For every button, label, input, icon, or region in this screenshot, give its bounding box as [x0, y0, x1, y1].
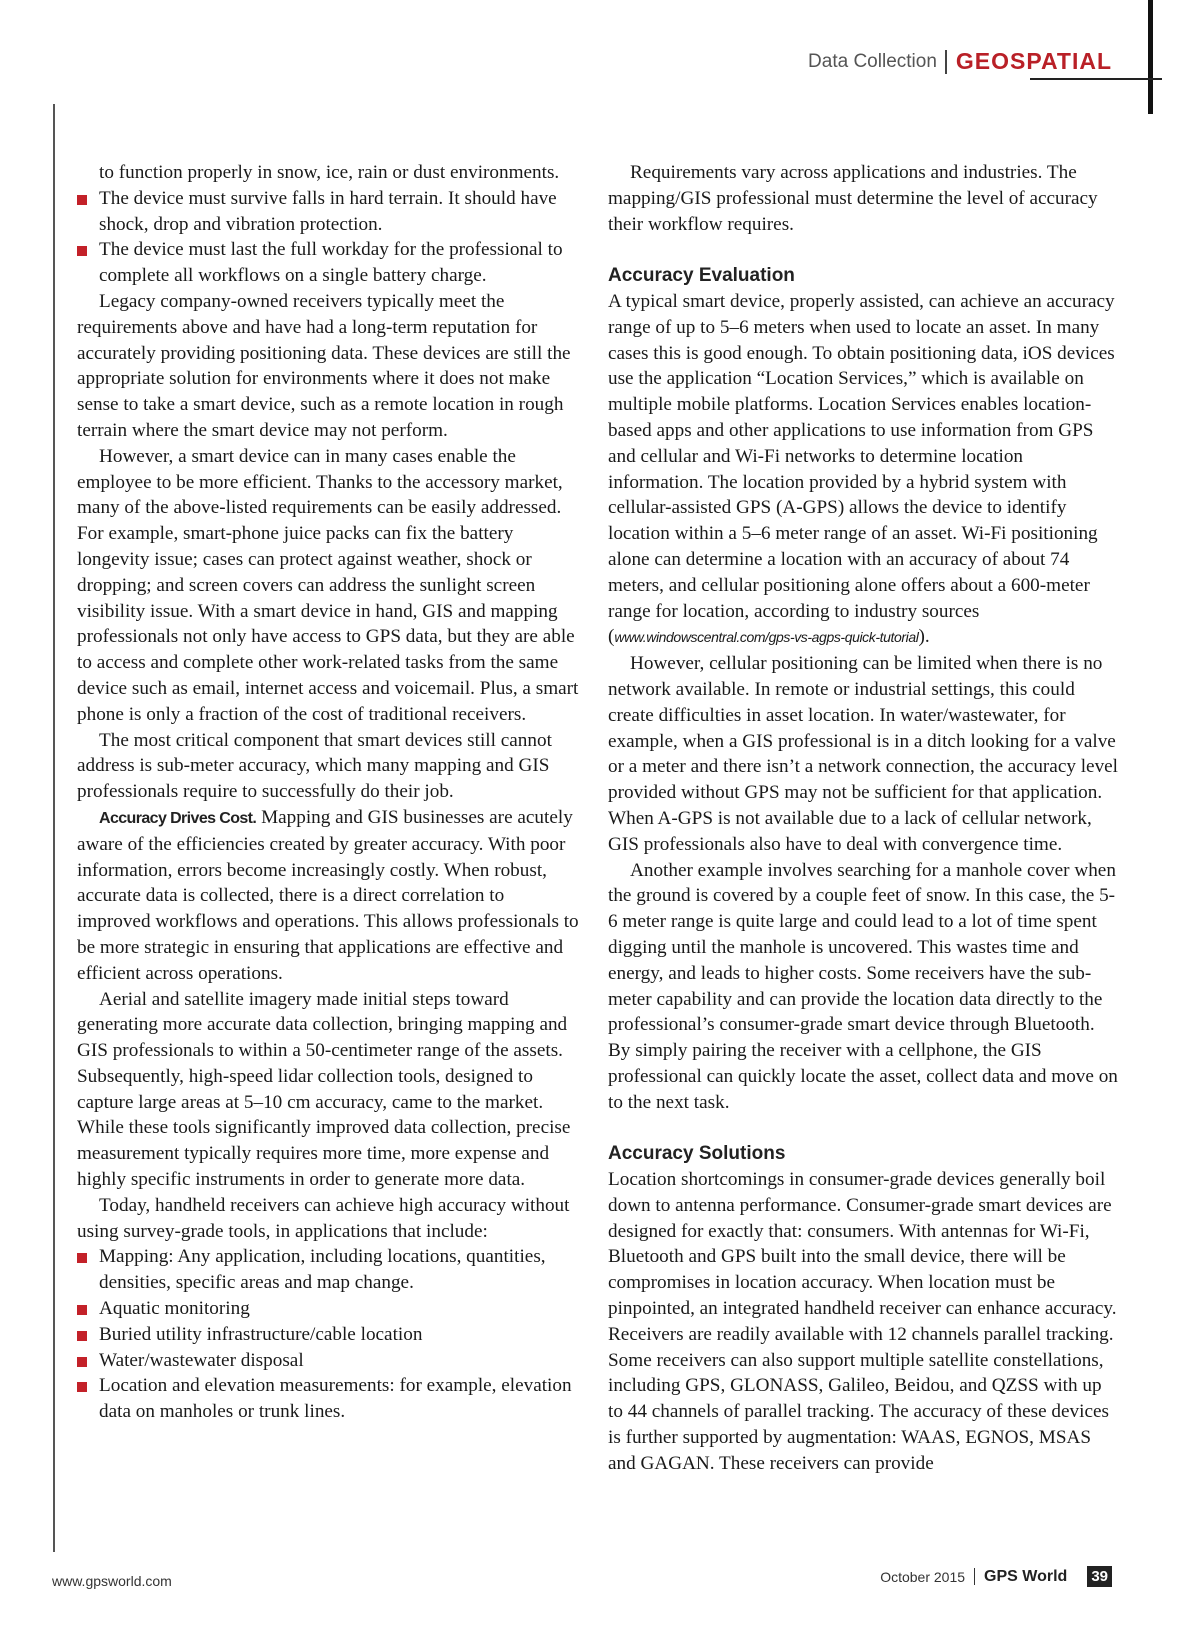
bullet-item: The device must survive falls in hard terrain. It should have shock, drop and vibration protection. [77, 186, 582, 238]
footer-folio [880, 1566, 1112, 1587]
run-in-heading: Accuracy Drives Cost. [99, 809, 257, 827]
paragraph: Legacy company-owned receivers typically meet the requirements above and have had a long-term reputation for accurately providing positioning data. These devices are still the appropriate solution for environments where it does not make sense to take a smart device, such as a remote location in rough terrain where the smart device may not perform. [77, 290, 571, 441]
subheading: Accuracy Solutions [608, 1143, 786, 1165]
page-number: 39 [1087, 1566, 1112, 1587]
section-brand: GEOSPATIAL [955, 48, 1112, 74]
section-label: Data Collection [808, 50, 937, 72]
subheading: Accuracy Evaluation [608, 265, 795, 287]
magazine-name: GPS World [984, 1567, 1068, 1585]
paragraph: However, cellular positioning can be limited when there is no network available. In remote or industrial settings, this could create difficulties in asset location. In water/wastewater, for example, when a GIS professional is in a ditch looking for a valve or a meter and there isn’t a network connection, the accuracy level provided without GPS may not be sufficient for that application. When A-GPS is not available due to a lack of cellular network, GIS professionals also have to deal with convergence time. [608, 653, 1119, 855]
paragraph: However, a smart device can in many cases enable the employee to be more efficient. Thanks to the accessory market, many of the above-listed requirements can be easily addressed. For example, smart-phone juice packs can fix the battery longevity issue; cases can protect against weather, shock or dropping; and screen covers can address the sunlight screen visibility issue. With a smart device in hand, GIS and mapping professionals not only have access to GPS data, but they are able to access and complete other work-related tasks from the same device such as email, internet access and voicemail. Plus, a smart phone is only a fraction of the cost of traditional receivers. [77, 445, 579, 725]
footer-divider [974, 1568, 975, 1585]
left-margin-rule [53, 104, 55, 1552]
paragraph: The most critical component that smart devices still cannot address is sub-meter accuracy, which many mapping and GIS professionals require to successfully do their job. [77, 729, 552, 803]
paragraph: Another example involves searching for a manhole cover when the ground is covered by a couple feet of snow. In this case, the 5-6 meter range is quite large and could lead to a lot of time spent digging until the manhole is uncovered. This wastes time and energy, and leads to higher costs. Some receivers have the sub-meter capability and can provide the location data directly to the professional’s consumer-grade smart device through Bluetooth. By simply pairing the receiver with a cellphone, the GIS professional can quickly locate the asset, collect data and move on to the next task. [608, 859, 1118, 1113]
footer-website: www.gpsworld.com [52, 1573, 172, 1589]
top-right-vertical-rule [1148, 0, 1153, 114]
paragraph-text: A typical smart device, properly assisted, can achieve an accuracy range of up to 5–6 meters when used to locate an asset. In many cases this is good enough. To obtain positioning data, iOS devices use the application “Location Services,” which is available on multiple mobile platforms. Location Services enables location-based apps and other applications to use information from GPS and cellular and Wi-Fi networks to determine location information. The location provided by a hybrid system with cellular-assisted GPS (A-GPS) allows the device to identify location within a 5–6 meter range of an asset. Wi-Fi positioning alone can determine a location with an accuracy of about 74 meters, and cellular positioning alone offers about a 600-meter range for location, according to industry sources ( [608, 290, 1115, 648]
paragraph: Location shortcomings in consumer-grade devices generally boil down to antenna performance. Consumer-grade smart devices are designed for exactly that: consumers. With antennas for Wi-Fi, Bluetooth and GPS built into the small device, there will be compromises in location accuracy. When location must be pinpointed, an integrated handheld receiver can enhance accuracy. Receivers are readily available with 12 channels parallel tracking. Some receivers can also support multiple satellite constellations, including GPS, GLONASS, Galileo, Beidou, and QZSS with up to 44 channels of parallel tracking. The accuracy of these devices is further supported by augmentation: WAAS, EGNOS, MSAS and GAGAN. These receivers can provide [608, 1169, 1117, 1474]
bullet-item: Water/wastewater disposal [77, 1348, 582, 1374]
reference-url: www.windowscentral.com/gps-vs-agps-quick-tutorial [614, 629, 919, 646]
issue-date: October 2015 [880, 1568, 966, 1585]
paragraph: Today, handheld receivers can achieve high accuracy without using survey-grade tools, in applications that include: [77, 1194, 570, 1242]
bullet-list [77, 1244, 582, 1425]
bullet-item: Mapping: Any application, including locations, quantities, densities, specific areas and map change. [77, 1244, 582, 1296]
bullet-item: Aquatic monitoring [77, 1296, 582, 1322]
paragraph: to function properly in snow, ice, rain or dust environments. [99, 162, 560, 183]
top-right-horizontal-rule [1030, 78, 1162, 80]
right-column [608, 160, 1118, 1477]
left-column [77, 160, 582, 1425]
paragraph-text: ). [918, 626, 930, 648]
header-divider [945, 50, 947, 74]
bullet-item: Buried utility infrastructure/cable location [77, 1322, 582, 1348]
bullet-list [77, 186, 582, 289]
paragraph-text: Mapping and GIS businesses are acutely aware of the efficiencies created by greater accuracy. With poor information, errors become increasingly costly. When robust, accurate data is collected, there is a direct correlation to improved workflows and operations. This allows professionals to be more strategic in ensuring that applications are effective and efficient across operations. [77, 806, 579, 984]
paragraph [608, 289, 1118, 651]
bullet-item: Location and elevation measurements: for example, elevation data on manholes or trunk lines. [77, 1373, 582, 1425]
bullet-item: The device must last the full workday for the professional to complete all workflows on a single battery charge. [77, 237, 582, 289]
paragraph [77, 805, 582, 987]
running-header [808, 48, 1112, 75]
paragraph: Requirements vary across applications and industries. The mapping/GIS professional must determine the level of accuracy their workflow requires. [608, 162, 1098, 235]
paragraph: Aerial and satellite imagery made initial steps toward generating more accurate data collection, bringing mapping and GIS professionals to within a 50-centimeter range of the assets. Subsequently, high-speed lidar collection tools, designed to capture large areas at 5–10 cm accuracy, came to the market. While these tools significantly improved data collection, precise measurement typically requires more time, more expense and highly specific instruments in order to generate more data. [77, 988, 571, 1191]
